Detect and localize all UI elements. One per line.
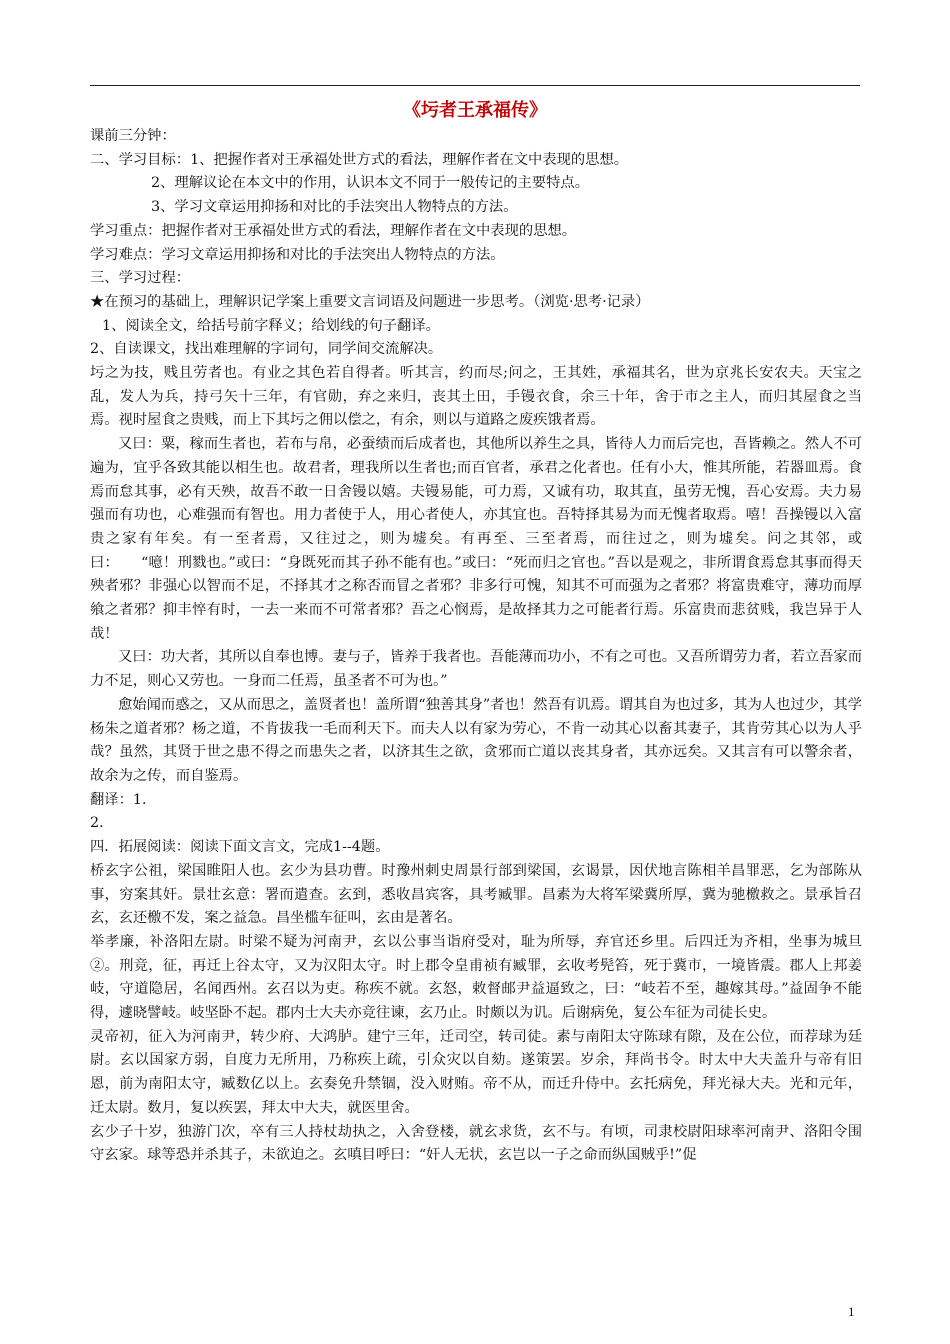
translation-line: 翻译：1. <box>90 791 147 808</box>
translation-line: 2. <box>90 815 104 832</box>
document-body <box>90 125 862 1168</box>
page-number: 1 <box>848 1304 855 1319</box>
text-paragraph: 又曰：粟，稼而生者也，若布与帛，必蚕绩而后成者也，其他所以养生之具，皆待人力而后完也，吾皆赖之。然人不可遍为，宜乎各致其能以相生也。故君者，理我所以生者也;而百官者，承君之化者也。任有小大，惟其所能，若器皿焉。食焉而怠其事，必有天殃，故吾不敢一日舍镘以嬉。夫镘易能，可力焉，又诚有功，取其直，虽劳无愧，吾心安焉。夫力易强而有功也，心难强而有智也。用力者使于人，用心者使人，亦其宜也。吾特择其易为而无愧者取焉。嘻！吾操镘以入富贵之家有年矣。有一至者焉，又往过之，则为墟矣。有再至、三至者焉，而往过之，则为墟矣。问之其邻，或曰： “噫！刑戮也。”或曰：“身既死而其子孙不能有也。”或曰：“死而归之官也。”吾以是观之，非所谓食焉怠其事而得天殃者邪？非强心以智而不足，不择其才之称否而冒之者邪？非多行可愧，知其不可而强为之者邪？将富贵难守，薄功而厚飨之者邪？抑丰悴有时，一去一来而不可常者邪？吾之心悯焉，是故择其力之可能者行焉。乐富贵而悲贫贱，我岂异于人哉！ <box>90 436 862 642</box>
header-rule <box>90 85 860 86</box>
learning-goal-1: 二、学习目标：1、把握作者对王承福处世方式的看法，理解作者在文中表现的思想。 <box>90 151 629 168</box>
extension-paragraph: 举孝廉，补洛阳左尉。时梁不疑为河南尹，玄以公事当诣府受对，耻为所辱，弃官还乡里。后四迁为齐相，坐事为城旦②。刑竞，征，再迁上谷太守，又为汉阳太守。时上郡令皇甫祯有臧罪，玄收考髡笞，死于冀市，一境皆震。郡人上邦姜岐，守道隐居，名闻西州。玄召以为吏。称疾不就。玄怒，敕督邮尹益逼致之，曰：“岐若不至，趣嫁其母。”益固争不能得，遽晓譬岐。岐坚卧不起。郡内士大夫亦竞往谏，玄乃止。时颇以为讥。后谢病免，复公车征为司徒长史。 <box>90 933 862 1022</box>
learning-goal-3: 3、学习文章运用抑扬和对比的手法突出人物特点的方法。 <box>151 199 518 216</box>
key-point: 学习重点：把握作者对王承福处世方式的看法，理解作者在文中表现的思想。 <box>90 222 577 239</box>
text-paragraph: 又曰：功大者，其所以自奉也博。妻与子，皆养于我者也。吾能薄而功小，不有之可也。又吾所谓劳力者，若立吾家而力不足，则心又劳也。一身而二任焉，虽圣者不可为也。” <box>90 649 862 690</box>
extension-paragraph: 灵帝初，征入为河南尹，转少府、大鸿胪。建宁三年，迁司空，转司徒。素与南阳太守陈球有隙，及在公位，而荐球为廷尉。玄以国家方弱，自度力无所用，乃称疾上疏，引众灾以自劾。遂策罢。岁余，拜尚书令。时太中大夫盖升与帝有旧恩，前为南阳太守，臧数亿以上。玄奏免升禁锢，没入财贿。帝不从，而迁升侍中。玄托病免，拜光禄大夫。光和元年，迁太尉。数月，复以疾罢，拜太中大夫，就医里舍。 <box>90 1028 862 1116</box>
process-heading: 三、学习过程： <box>90 270 191 287</box>
extension-paragraph: 玄少子十岁，独游门次，卒有三人持杖劫执之，入舍登楼，就玄求货，玄不与。有顷，司隶校尉阳球率河南尹、洛阳令围守玄家。球等恐并杀其子，未欲迫之。玄嗔目呼曰：“奸人无状，玄岂以一子之命而纵国贼乎!”促 <box>90 1123 862 1164</box>
learning-goal-2: 2、理解议论在本文中的作用，认识本文不同于一般传记的主要特点。 <box>151 175 589 192</box>
preview-instruction: ★在预习的基础上，理解识记学案上重要文言词语及问题进一步思考。（浏览·思考·记录） <box>90 293 650 310</box>
document-title: 《圬者王承福传》 <box>403 100 547 121</box>
step-1: 1、阅读全文，给括号前字释义；给划线的句子翻译。 <box>102 317 440 334</box>
difficult-point: 学习难点：学习文章运用抑扬和对比的手法突出人物特点的方法。 <box>90 246 505 263</box>
extension-paragraph: 桥玄字公祖，梁国睢阳人也。玄少为县功曹。时豫州刺史周景行部到梁国，玄谒景，因伏地言陈相羊昌罪恶，乞为部陈从事，穷案其奸。景壮玄意：署而遣查。玄到，悉收昌宾客，具考臧罪。昌素为大将军梁冀所厚，冀为驰檄救之。景承旨召玄，玄还檄不发，案之益急。昌坐槛车征叫，玄由是著名。 <box>90 862 862 927</box>
intro-line: 课前三分钟： <box>90 128 176 144</box>
text-paragraph: 圬之为技，贱且劳者也。有业之其色若自得者。听其言，约而尽;问之，王其姓，承福其名，世为京兆长安农夫。天宝之乱，发人为兵，持弓矢十三年，有官勋，弃之来归，丧其土田，手镘衣食，余三十年，舍于市之主人，而归其屋食之当焉。视时屋食之贵贱，而上下其圬之佣以偿之，有余，则以与道路之废疾饿者焉。 <box>90 365 862 429</box>
step-2: 2、自读课文，找出难理解的字词句，同学间交流解决。 <box>90 341 443 358</box>
text-paragraph: 愈始闻而惑之，又从而思之，盖贤者也！盖所谓“独善其身”者也！然吾有讥焉。谓其自为也过多，其为人也过少，其学杨朱之道者邪？杨之道，不肯拔我一毛而利天下。而夫人以有家为劳心，不肯一动其心以畜其妻子，其肯劳其心以为人乎哉？虽然，其贤于世之患不得之而患失之者，以济其生之欲，贪邪而亡道以丧其身者，其亦远矣。又其言有可以警余者，故余为之传，而自鉴焉。 <box>90 696 862 784</box>
extension-heading: 四．拓展阅读：阅读下面文言文，完成1--4题。 <box>90 839 390 856</box>
